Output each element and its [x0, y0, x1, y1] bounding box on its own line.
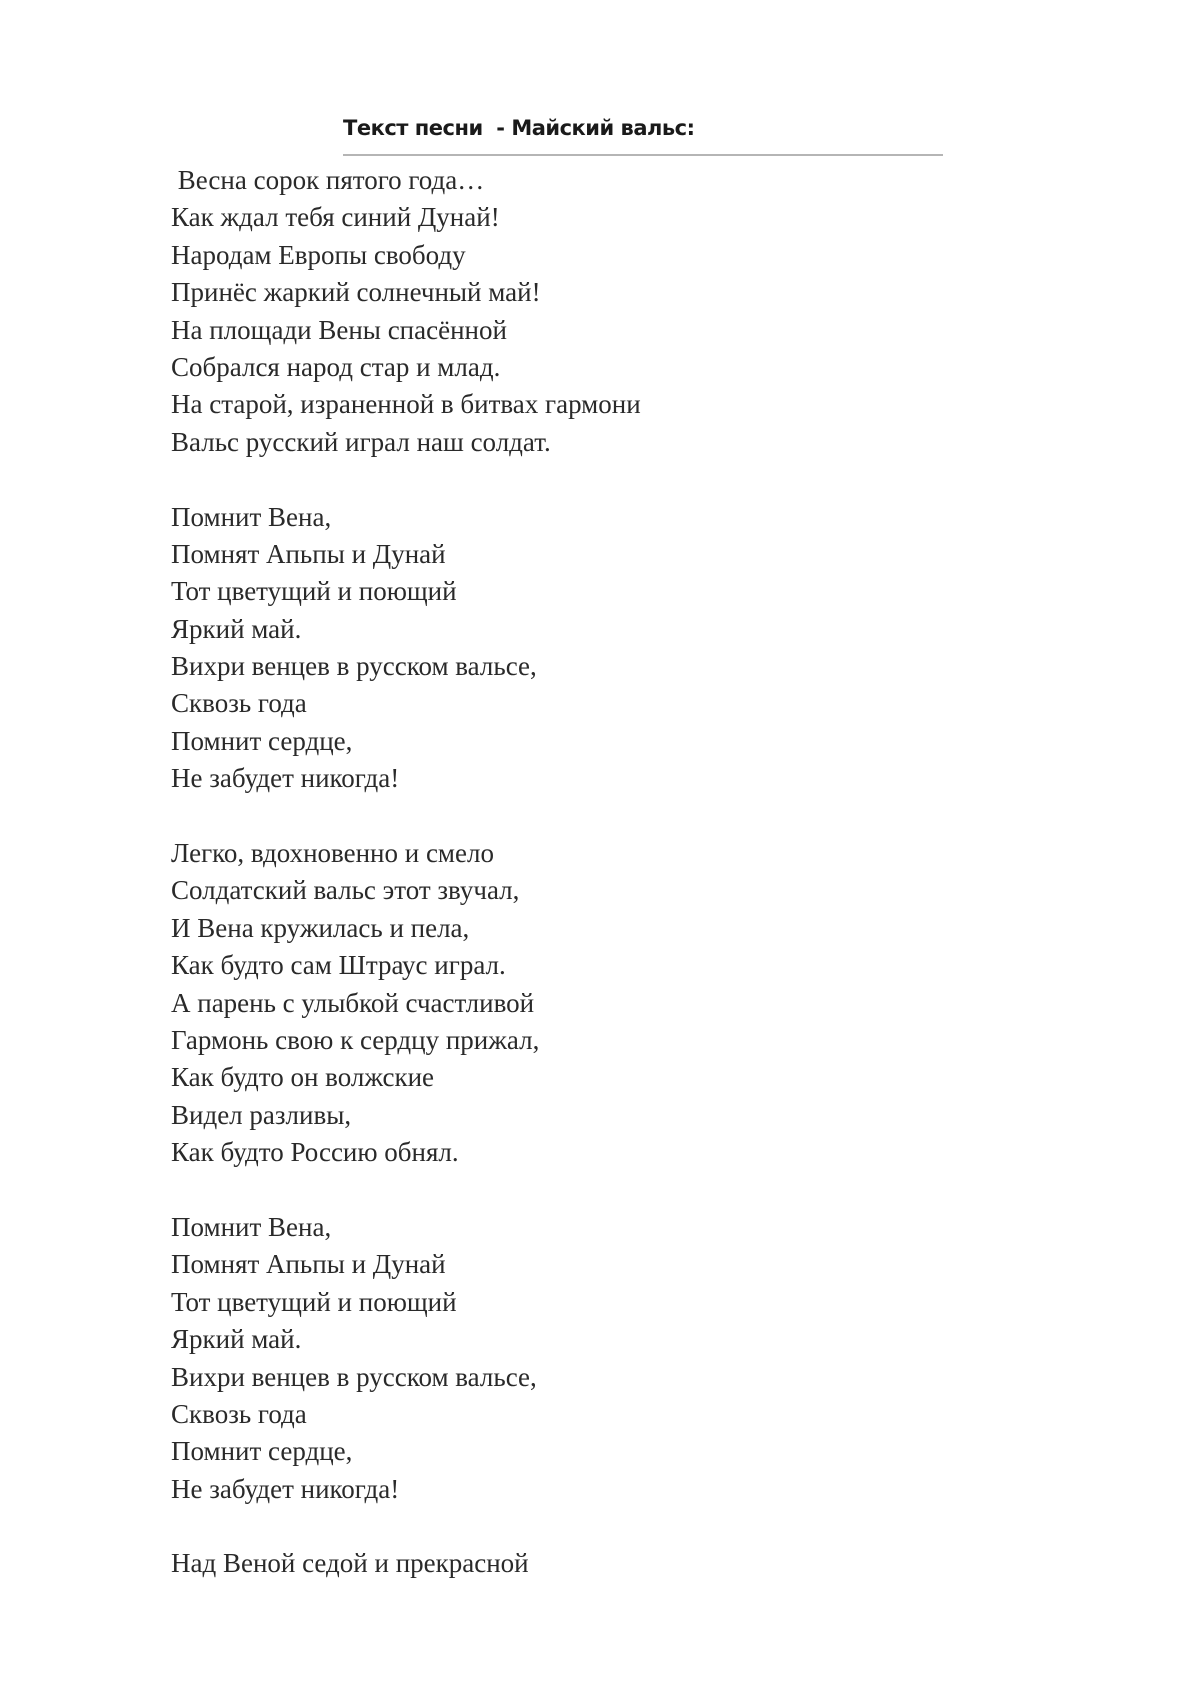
- lyric-line: На площади Вены спасённой: [171, 314, 507, 345]
- lyric-line: Над Веной седой и прекрасной: [171, 1548, 529, 1579]
- lyric-line: Легко, вдохновенно и смело: [171, 838, 494, 869]
- lyric-line: Как ждал тебя синий Дунай!: [171, 202, 500, 233]
- lyric-line: Тот цветущий и поющий: [171, 576, 457, 607]
- lyric-line: Видел разливы,: [171, 1099, 352, 1130]
- lyric-line: Помнит Вена,: [171, 501, 332, 532]
- stanza-chorus-1: [171, 499, 1071, 798]
- stanza-verse-2: [171, 835, 1071, 1172]
- lyric-line: Не забудет никогда!: [171, 1473, 400, 1504]
- lyric-line: Яркий май.: [171, 613, 302, 644]
- lyric-line: Собрался народ стар и млад.: [171, 351, 501, 382]
- lyric-line: Как будто он волжские: [171, 1062, 435, 1093]
- lyric-line: Солдатский вальс этот звучал,: [171, 875, 520, 906]
- page-title: Текст песни - Майский вальс:: [343, 116, 695, 140]
- lyric-line: Помнит сердце,: [171, 1436, 353, 1467]
- lyric-line: Принёс жаркий солнечный май!: [171, 277, 541, 308]
- lyric-line: Как будто сам Штраус играл.: [171, 950, 506, 981]
- lyric-line: Сквозь года: [171, 688, 307, 719]
- lyric-line: А парень с улыбкой счастливой: [171, 987, 535, 1018]
- lyric-line: Вихри венцев в русском вальсе,: [171, 1361, 537, 1392]
- lyric-line: Помнит Вена,: [171, 1211, 332, 1242]
- stanza-verse-1: [171, 162, 1071, 461]
- stanza-verse-3: [171, 1545, 1071, 1582]
- lyric-line: Тот цветущий и поющий: [171, 1286, 457, 1317]
- lyric-line: Помнят Апьпы и Дунай: [171, 538, 446, 569]
- lyric-line: Вальс русский играл наш солдат.: [171, 426, 551, 457]
- lyric-line: Помнят Апьпы и Дунай: [171, 1249, 446, 1280]
- lyric-line: Гармонь свою к сердцу прижал,: [171, 1024, 540, 1055]
- lyric-line: Яркий май.: [171, 1324, 302, 1355]
- lyric-line: Не забудет никогда!: [171, 763, 400, 794]
- lyric-line: Народам Европы свободу: [171, 239, 466, 270]
- lyric-line: Вихри венцев в русском вальсе,: [171, 651, 537, 682]
- lyrics-body: [171, 162, 1071, 1620]
- lyric-line: Помнит сердце,: [171, 725, 353, 756]
- lyric-line: Сквозь года: [171, 1398, 307, 1429]
- lyric-line: Как будто Россию обнял.: [171, 1137, 459, 1168]
- stanza-chorus-2: [171, 1209, 1071, 1508]
- lyric-line: Весна сорок пятого года…: [171, 165, 485, 195]
- title-divider: [343, 154, 943, 156]
- lyric-line: И Вена кружилась и пела,: [171, 912, 470, 943]
- lyric-line: На старой, израненной в битвах гармони: [171, 389, 641, 420]
